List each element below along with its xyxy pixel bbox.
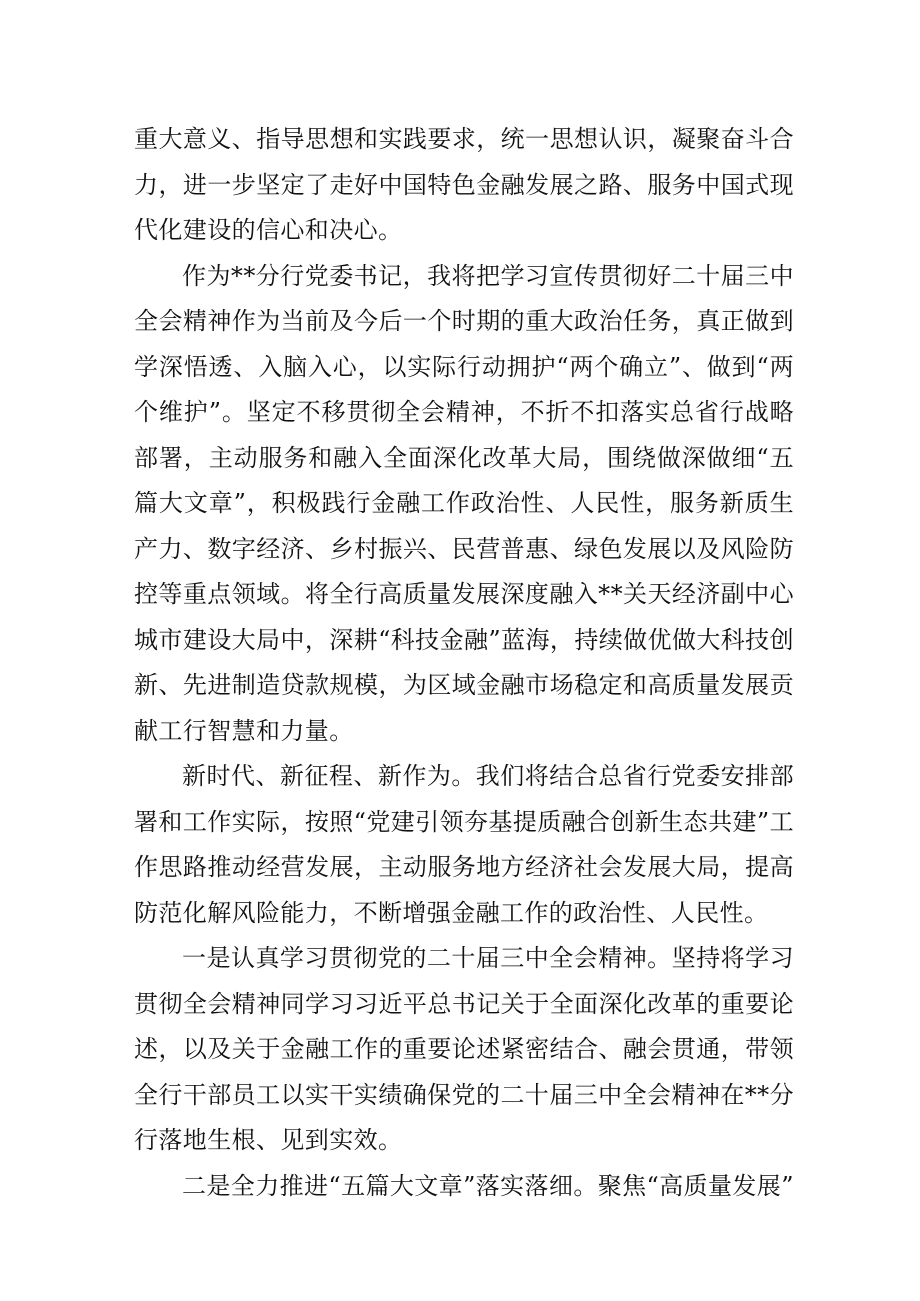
- paragraph-3: 新时代、新征程、新作为。我们将结合总省行党委安排部署和工作实际，按照“党建引领夯基提质融合创新生态共建”工作思路推动经营发展，主动服务地方经济社会发展大局，提高防范化解风险能力，不断增强金融工作的政治性、人民性。: [134, 762, 794, 927]
- paragraph-5: 二是全力推进“五篇大文章”落实落细。聚焦“高质量发展”: [182, 1171, 794, 1200]
- document-body: [134, 117, 794, 1209]
- paragraph-2: 作为**分行党委书记，我将把学习宣传贯彻好二十届三中全会精神作为当前及今后一个时期的重大政治任务，真正做到学深悟透、入脑入心，以实际行动拥护“两个确立”、做到“两个维护”。坚定不移贯彻全会精神，不折不扣落实总省行战略部署，主动服务和融入全面深化改革大局，围绕做深做细“五篇大文章”，积极践行金融工作政治性、人民性，服务新质生产力、数字经济、乡村振兴、民营普惠、绿色发展以及风险防控等重点领域。将全行高质量发展深度融入**关天经济副中心城市建设大局中，深耕“科技金融”蓝海，持续做优做大科技创新、先进制造贷款规模，为区域金融市场稳定和高质量发展贡献工行智慧和力量。: [134, 261, 794, 745]
- paragraph-1: 重大意义、指导思想和实践要求，统一思想认识，凝聚奋斗合力，进一步坚定了走好中国特色金融发展之路、服务中国式现代化建设的信心和决心。: [134, 125, 794, 244]
- paragraph-4: 一是认真学习贯彻党的二十届三中全会精神。坚持将学习贯彻全会精神同学习习近平总书记关于全面深化改革的重要论述，以及关于金融工作的重要论述紧密结合、融会贯通，带领全行干部员工以实干实绩确保党的二十届三中全会精神在**分行落地生根、见到实效。: [134, 944, 794, 1154]
